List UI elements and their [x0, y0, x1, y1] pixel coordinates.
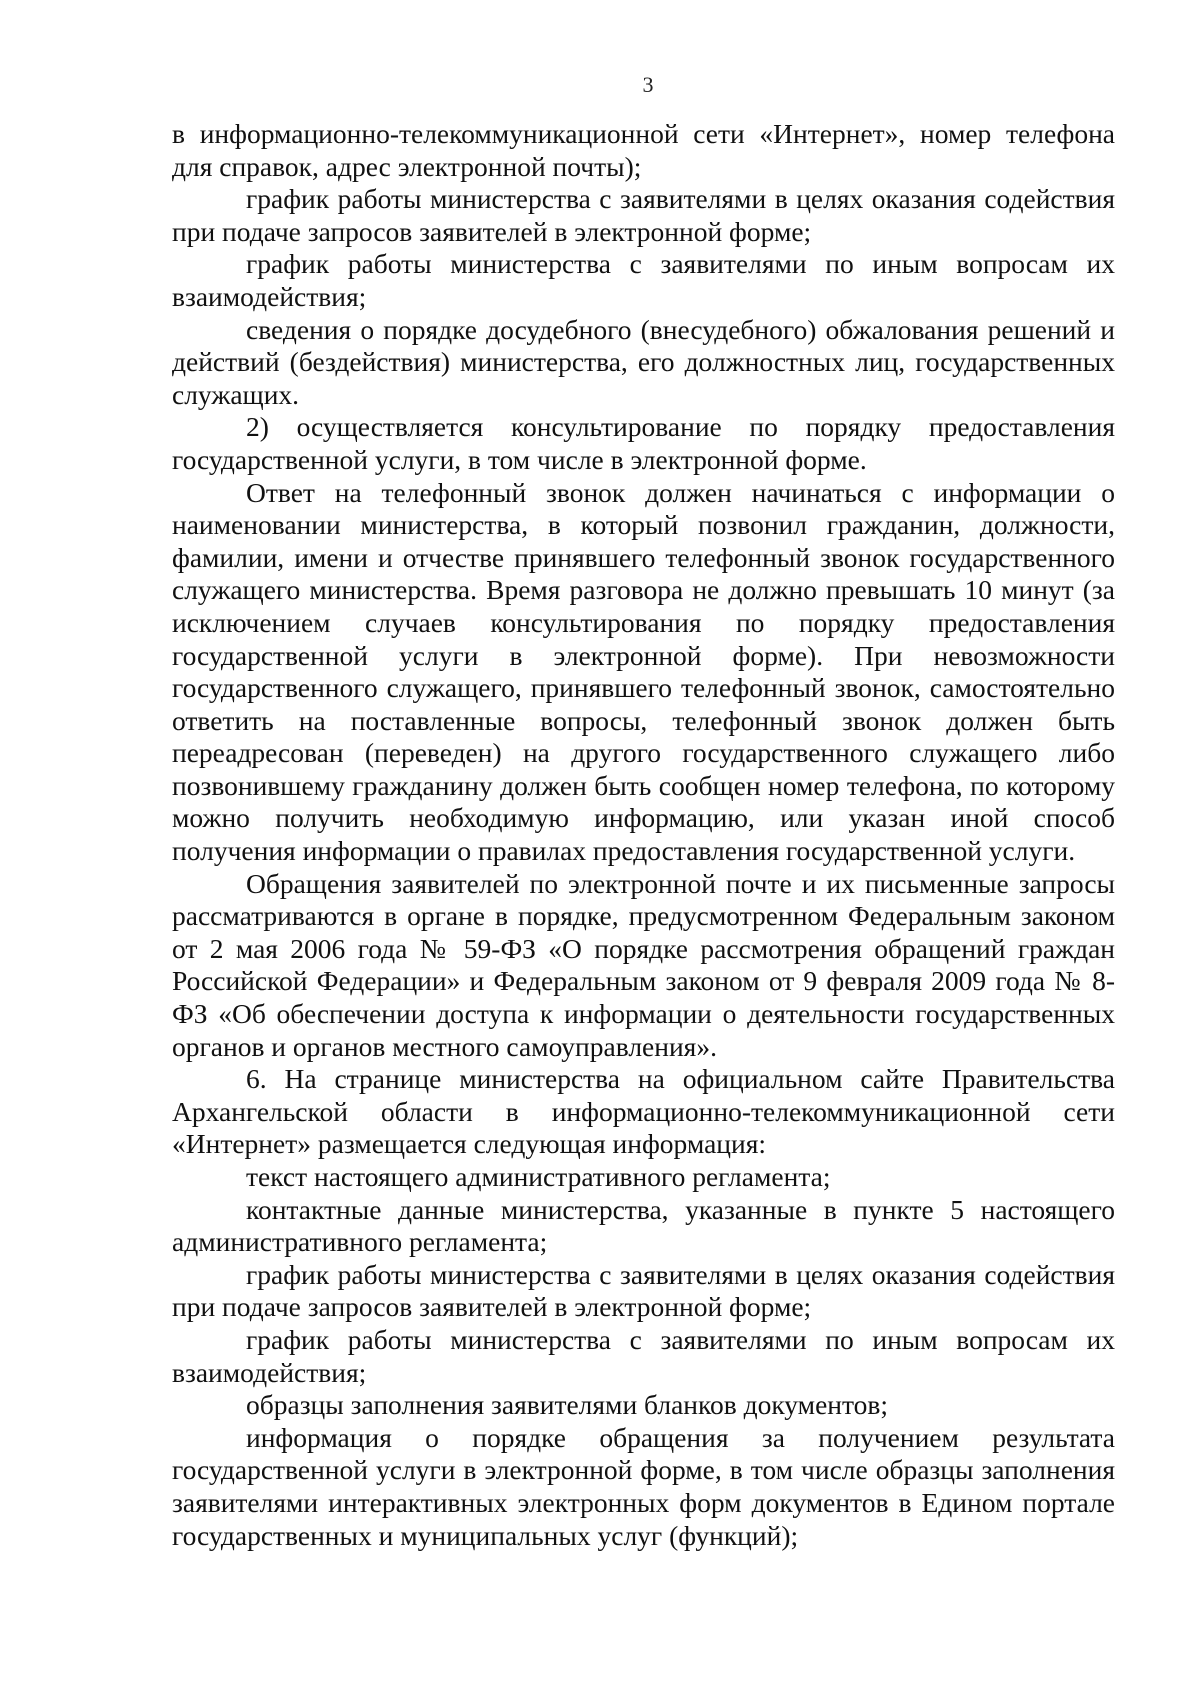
- paragraph-phone-answer: Ответ на телефонный звонок должен начинаться с информации о наименовании министерства, в который позвонил гражданин, должности, фамилии, имени и отчестве принявшего телефонный звонок государственного служащего министерства. Время разговора не должно превышать 10 минут (за исключением случаев консультирования по порядку предоставления государственной услуги в электронной форме). При невозможности государственного служащего, принявшего телефонный звонок, самостоятельно ответить на поставленные вопросы, телефонный звонок должен быть переадресован (переведен) на другого государственного служащего либо позвонившему гражданину должен быть сообщен номер телефона, по которому можно получить необходимую информацию, или указан иной способ получения информации о правилах предоставления государственной услуги.: [172, 476, 1115, 867]
- page-number: 3: [642, 72, 654, 97]
- paragraph-schedule-other-2: график работы министерства с заявителями по иным вопросам их взаимодействия;: [172, 1323, 1115, 1388]
- paragraph-form-samples: образцы заполнения заявителями бланков документов;: [246, 1389, 889, 1421]
- paragraph-continuation: в информационно-телекоммуникационной сети «Интернет», номер телефона для справок, адрес электронной почты);: [172, 118, 1115, 182]
- paragraph-contact-data: контактные данные министерства, указанные в пункте 5 настоящего административного регламента;: [172, 1193, 1115, 1258]
- paragraph-schedule-electronic: график работы министерства с заявителями в целях оказания содействия при подаче запросов заявителей в электронной форме;: [172, 183, 1115, 247]
- paragraph-schedule-electronic-2: график работы министерства с заявителями в целях оказания содействия при подаче запросов заявителей в электронной форме;: [172, 1258, 1115, 1323]
- paragraph-regulation-text: текст настоящего административного регламента;: [246, 1161, 831, 1192]
- document-body: [172, 118, 1115, 1552]
- paragraph-result-info: информация о порядке обращения за получением результата государственной услуги в электронной форме, в том числе образцы заполнения заявителями интерактивных электронных форм документов в Едином портале государственных и муниципальных услуг (функций);: [172, 1421, 1115, 1551]
- paragraph-appeal-info: сведения о порядке досудебного (внесудебного) обжалования решений и действий (бездействия) министерства, его должностных лиц, государственных служащих.: [172, 313, 1115, 410]
- paragraph-schedule-other: график работы министерства с заявителями по иным вопросам их взаимодействия;: [172, 248, 1115, 312]
- paragraph-consulting: 2) осуществляется консультирование по порядку предоставления государственной услуги, в том числе в электронной форме.: [172, 411, 1115, 475]
- paragraph-written-requests: Обращения заявителей по электронной почте и их письменные запросы рассматриваются в органе в порядке, предусмотренном Федеральным законом от 2 мая 2006 года № 59-ФЗ «О порядке рассмотрения обращений граждан Российской Федерации» и Федеральным законом от 9 февраля 2009 года № 8-ФЗ «Об обеспечении доступа к информации о деятельности государственных органов и органов местного самоуправления».: [172, 867, 1115, 1062]
- paragraph-section-6: 6. На странице министерства на официальном сайте Правительства Архангельской области в информационно-телекоммуникационной сети «Интернет» размещается следующая информация:: [172, 1063, 1115, 1160]
